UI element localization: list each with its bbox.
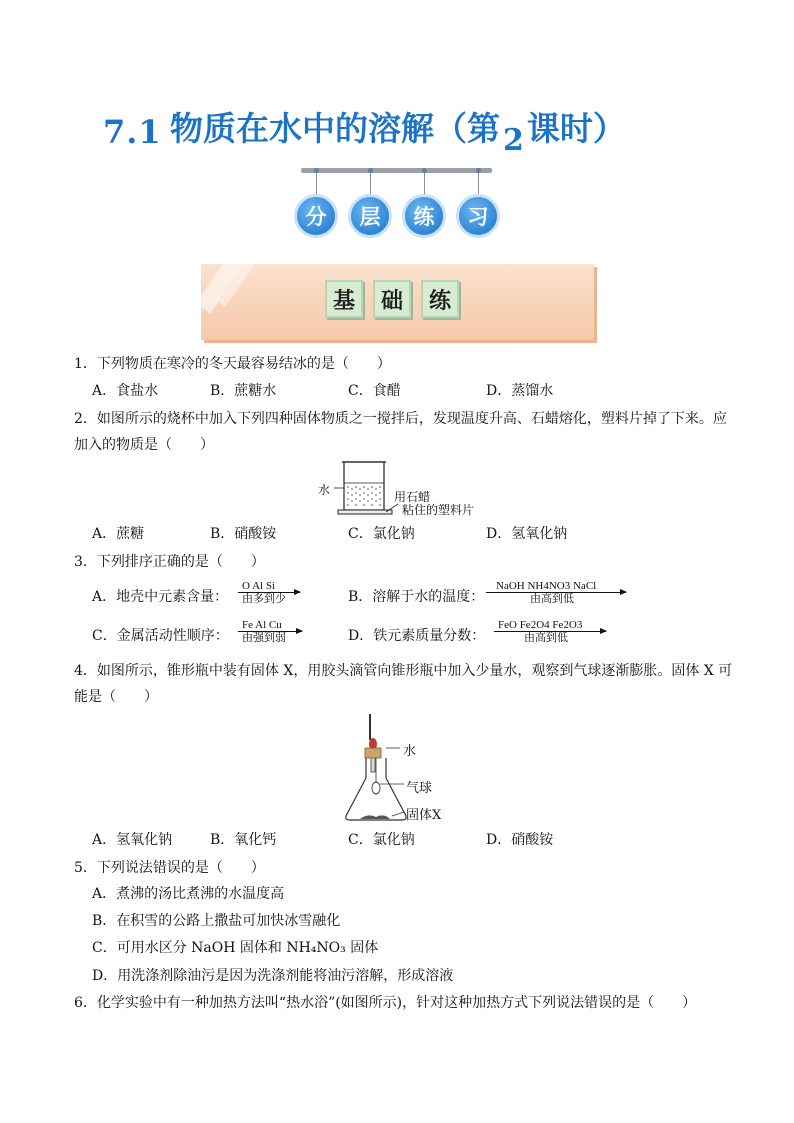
arrow-top-text: O Al Si — [242, 580, 276, 592]
beaker-wax-label-2: 粘住的塑料片 — [402, 503, 475, 517]
q1-option-d: D．蒸馏水 — [486, 383, 554, 399]
arrow-bottom-text: 由强到弱 — [242, 632, 286, 644]
question-4-stem-line1: 4．如图所示，锥形瓶中装有固体 X，用胶头滴管向锥形瓶中加入少量水，观察到气球逐渐膨胀。固体 X 可 — [74, 663, 733, 679]
question-2-stem-line1: 2．如图所示的烧杯中加入下列四种固体物质之一搅拌后，发现温度升高、石蜡熔化，塑料片掉了下来。应 — [74, 411, 727, 427]
q3-option-a-arrow — [238, 580, 300, 605]
q4-option-b: B．氧化钙 — [210, 832, 277, 848]
q2-option-d: D．氢氧化钠 — [486, 526, 568, 542]
section-char-1: 基 — [325, 280, 363, 318]
q3-option-c-arrow — [238, 619, 302, 644]
arrow-bottom-text: 由高到低 — [524, 632, 568, 644]
tag-circle-2: 层 — [348, 194, 392, 238]
arrow-line — [238, 592, 300, 593]
q5-option-d: D．用洗涤剂除油污是因为洗涤剂能将油污溶解，形成溶液 — [92, 968, 454, 984]
q5-option-b: B．在积雪的公路上撒盐可加快冰雪融化 — [92, 913, 341, 929]
question-6-stem: 6．化学实验中有一种加热方法叫“热水浴”(如图所示)，针对这种加热方式下列说法错误的是（ ） — [74, 995, 697, 1011]
q2-option-c: C．氯化钠 — [348, 526, 415, 542]
hanger-line — [370, 173, 371, 195]
q2-option-b: B．硝酸铵 — [210, 526, 277, 542]
q2-option-a: A．蔗糖 — [92, 526, 145, 542]
arrow-line — [238, 631, 302, 632]
q4-option-a: A．氢氧化钠 — [92, 832, 173, 848]
q5-option-c: C．可用水区分 NaOH 固体和 NH₄NO₃ 固体 — [92, 940, 379, 956]
section-header-box — [201, 264, 594, 340]
decor-stripe — [201, 264, 245, 314]
q3-option-d-arrow — [494, 619, 606, 644]
question-5-stem: 5．下列说法错误的是（ ） — [74, 860, 265, 876]
beaker-wax-label-1: 用石蜡 — [394, 490, 431, 504]
title-lesson-number: 2 — [503, 123, 524, 158]
section-char-3: 练 — [421, 280, 459, 318]
q1-option-a: A．食盐水 — [92, 383, 159, 399]
q1-option-b: B．蔗糖水 — [210, 383, 277, 399]
question-2-stem-line2: 加入的物质是（ ） — [74, 437, 214, 453]
tag-circle-3: 练 — [402, 194, 446, 238]
q5-option-a: A．煮沸的汤比煮沸的水温度高 — [92, 886, 285, 902]
arrow-bottom-text: 由高到低 — [530, 593, 574, 605]
arrow-top-text: FeO Fe2O4 Fe2O3 — [498, 619, 583, 631]
arrow-bottom-text: 由多到少 — [242, 593, 286, 605]
q4-option-c: C．氯化钠 — [348, 832, 415, 848]
q3-option-b-arrow — [486, 580, 626, 605]
flask-solid-label: 固体X — [406, 808, 442, 823]
hanger-line — [316, 173, 317, 195]
q4-option-d: D．硝酸铵 — [486, 832, 554, 848]
question-1-stem: 1．下列物质在寒冷的冬天最容易结冰的是（ ） — [74, 356, 391, 372]
flask-water-label: 水 — [403, 744, 417, 759]
flask-balloon-label: 气球 — [406, 781, 433, 796]
title-part-b: 课时） — [526, 109, 626, 148]
arrow-top-text: Fe Al Cu — [242, 619, 282, 631]
arrow-line — [486, 592, 626, 593]
tag-circle-1: 分 — [294, 194, 338, 238]
title-part-a: 物质在水中的溶解（第 — [170, 109, 500, 148]
beaker-water-label: 水 — [318, 483, 331, 497]
q3-option-a-label: A．地壳中元素含量： — [92, 589, 229, 605]
hanger-line — [478, 173, 479, 195]
tag-circle-4: 习 — [456, 194, 500, 238]
q3-option-d-label: D．铁元素质量分数： — [348, 628, 486, 644]
section-char-2: 础 — [373, 280, 411, 318]
hanger-line — [424, 173, 425, 195]
q3-option-c-label: C．金属活动性顺序： — [92, 628, 229, 644]
q3-option-b-label: B．溶解于水的温度： — [348, 589, 485, 605]
tag-hanger-bar — [301, 168, 492, 173]
title-number: 7.1 — [103, 113, 162, 151]
arrow-top-text: NaOH NH4NO3 NaCl — [496, 580, 597, 592]
question-3-stem: 3．下列排序正确的是（ ） — [74, 554, 265, 570]
question-4-stem-line2: 能是（ ） — [74, 689, 158, 705]
q1-option-c: C．食醋 — [348, 383, 401, 399]
page-title — [170, 103, 626, 158]
arrow-line — [494, 631, 606, 632]
